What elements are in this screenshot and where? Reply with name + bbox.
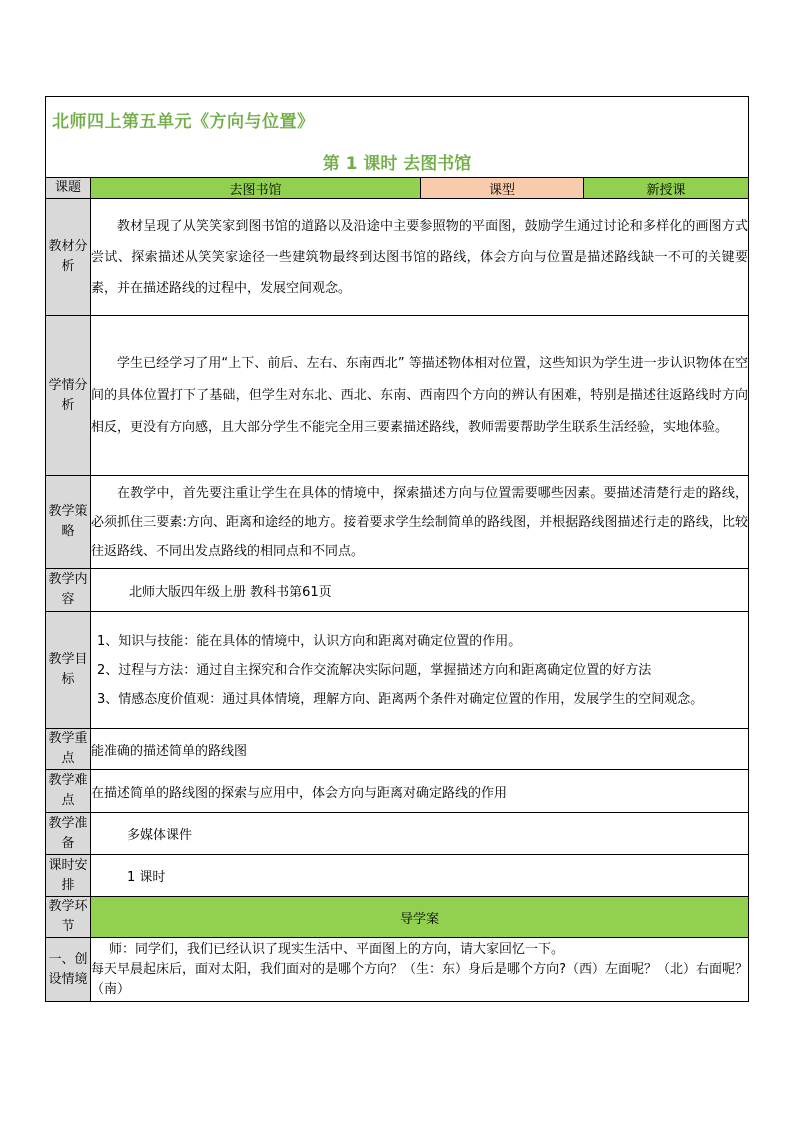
process-header: 导学案 (91, 897, 749, 938)
schedule-label: 课时安排 (46, 855, 91, 897)
goal-item-1: 1、知识与技能：能在具体的情境中，认识方向和距离对确定位置的作用。 (97, 633, 522, 649)
type-value: 新授课 (584, 178, 749, 199)
goals-label: 教学目标 (46, 612, 91, 729)
topic-value: 去图书馆 (91, 178, 421, 199)
topic-label: 课题 (46, 178, 91, 199)
difficulty-label: 教学难点 (46, 770, 91, 813)
lesson-subtitle: 第 1 课时 去图书馆 (322, 154, 472, 174)
document-title: 北师四上第五单元《方向与位置》 (52, 112, 315, 132)
preparation-label: 教学准备 (46, 813, 91, 855)
students-label: 学情分析 (46, 316, 91, 476)
step1-label: 一、创设情境 (46, 938, 91, 1002)
content-text: 北师大版四年级上册 教科书第61页 (91, 569, 749, 612)
material-text: 教材呈现了从笑笑家到图书馆的道路以及沿途中主要参照物的平面图，鼓励学生通过讨论和多样化的画图方式尝试、探索描述从笑笑家途径一些建筑物最终到达图书馆的路线，体会方向与位置是描述路线缺一不可的关键要素，并在描述路线的过程中，发展空间观念。 (91, 199, 749, 316)
material-label: 教材分析 (46, 199, 91, 316)
step1-line-2: 每天早晨起床后，面对太阳，我们面对的是哪个方向？（生：东）身后是哪个方向?（西）左面呢？（北）右面呢？（南） (91, 962, 748, 997)
strategy-text: 在教学中，首先要注重让学生在具体的情境中，探索描述方向与位置需要哪些因素。要描述清楚行走的路线，必须抓住三要素:方向、距离和途经的地方。接着要求学生绘制简单的路线图，并根据路线图描述行走的路线，比较往返路线、不同出发点路线的相同点和不同点。 (91, 476, 749, 569)
title-cell (46, 97, 749, 178)
goal-item-2: 2、过程与方法：通过自主探究和合作交流解决实际问题，掌握描述方向和距离确定位置的好方法 (97, 662, 652, 678)
students-text: 学生已经学习了用“上下、前后、左右、东南西北” 等描述物体相对位置，这些知识为学生进一步认识物体在空间的具体位置打下了基础，但学生对东北、西北、东南、西南四个方向的辨认有困难，特别是描述往返路线时方向相反，更没有方向感，且大部分学生不能完全用三要素描述路线，教师需要帮助学生联系生活经验，实地体验。 (91, 316, 749, 476)
preparation-text: 多媒体课件 (91, 813, 749, 855)
step1-line-1: 师：同学们，我们已经认识了现实生活中、平面图上的方向，请大家回忆一下。 (109, 942, 565, 957)
key-point-text: 能准确的描述简单的路线图 (91, 729, 749, 770)
goals-list (91, 612, 749, 729)
content-label: 教学内容 (46, 569, 91, 612)
key-point-label: 教学重点 (46, 729, 91, 770)
step1-text (91, 938, 749, 1002)
lesson-plan-table (45, 96, 749, 1002)
difficulty-text: 在描述简单的路线图的探索与应用中，体会方向与距离对确定路线的作用 (91, 770, 749, 813)
goal-item-3: 3、情感态度价值观：通过具体情境，理解方向、距离两个条件对确定位置的作用，发展学生的空间观念。 (97, 691, 704, 707)
strategy-label: 教学策略 (46, 476, 91, 569)
type-label: 课型 (421, 178, 584, 199)
schedule-text: 1 课时 (91, 855, 749, 897)
process-label: 教学环节 (46, 897, 91, 938)
